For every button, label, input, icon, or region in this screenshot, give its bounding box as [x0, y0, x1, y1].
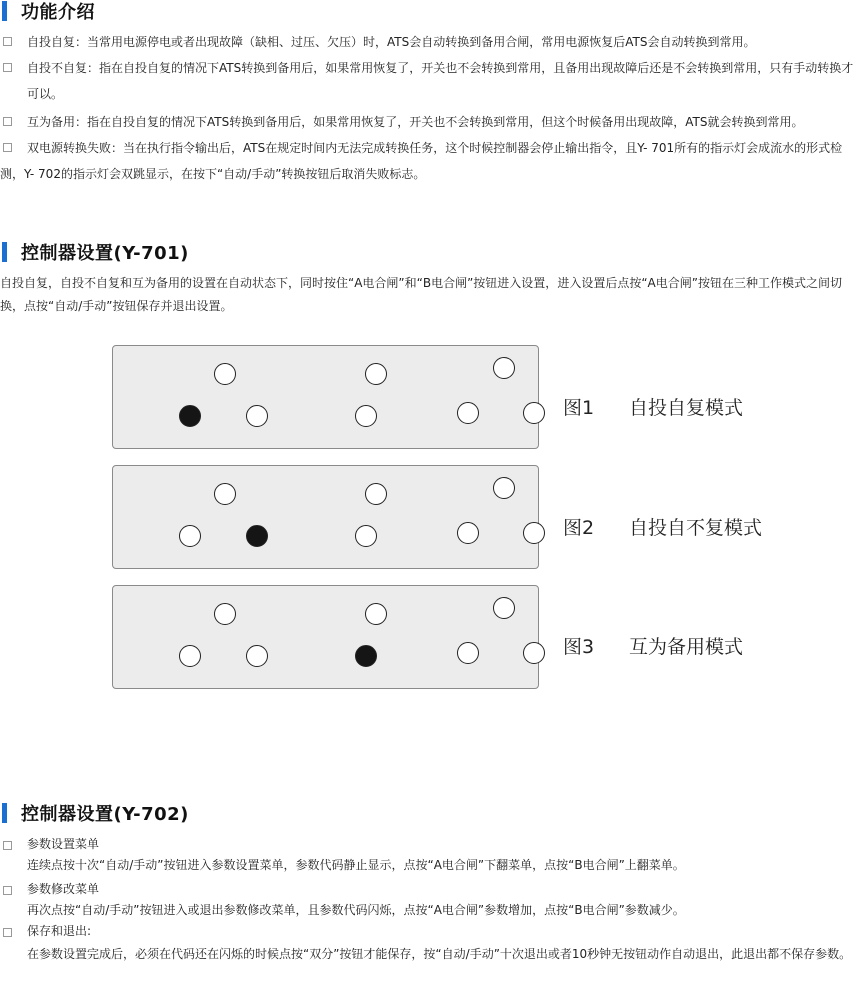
section-title-text: 控制器设置(Y-701) [21, 243, 189, 264]
indicator-led-top-4 [493, 357, 515, 379]
menu-item-description: 连续点按十次“自动/手动”按钮进入参数设置菜单，参数代码静止显示，点按“A电合闸”下翻菜单，点按“B电合闸”上翻菜单。 [27, 858, 685, 872]
led-panel-figure-3 [112, 585, 539, 689]
indicator-led-bottom-4 [457, 522, 479, 544]
bullet-square-icon [3, 886, 12, 895]
bullet-square-icon [3, 63, 12, 72]
bullet-square-icon [3, 143, 12, 152]
indicator-led-bottom-4 [457, 402, 479, 424]
indicator-led-bottom-2-lit [246, 525, 268, 547]
indicator-led-bottom-1 [179, 645, 201, 667]
indicator-led-top-3 [365, 483, 387, 505]
indicator-led-bottom-2 [246, 645, 268, 667]
feature-item-auto-no-restore [0, 55, 860, 107]
indicator-led-top-1 [214, 363, 236, 385]
menu-item-heading: 保存和退出: [27, 924, 92, 938]
section-title-y701 [0, 239, 189, 265]
figure-caption-2 [563, 513, 762, 540]
feature-item-auto-restore [0, 29, 860, 55]
bullet-square-icon [3, 117, 12, 126]
bullet-square-icon [3, 928, 12, 937]
feature-item-transfer-failure [0, 135, 860, 187]
figure-number: 图2 [563, 517, 595, 539]
section-title-features [0, 0, 95, 24]
section-accent-bar [2, 803, 7, 823]
indicator-led-top-3 [365, 603, 387, 625]
figure-number: 图3 [563, 636, 595, 658]
indicator-led-bottom-5 [523, 522, 545, 544]
menu-item-description: 再次点按“自动/手动”按钮进入或退出参数修改菜单，且参数代码闪烁，点按“A电合闸”参数增加，点按“B电合闸”参数减少。 [27, 903, 685, 917]
figure-mode-name: 自投自不复模式 [629, 517, 763, 539]
menu-item-param-settings [0, 835, 860, 874]
led-panel-figure-2 [112, 465, 539, 569]
indicator-led-top-1 [214, 483, 236, 505]
led-panel-figure-1 [112, 345, 539, 449]
indicator-led-top-1 [214, 603, 236, 625]
figure-mode-name: 互为备用模式 [629, 636, 744, 658]
feature-text: 互为备用：指在自投自复的情况下ATS转换到备用后，如果常用恢复了，开关也不会转换到常用，但这个时候备用出现故障，ATS就会转换到常用。 [27, 115, 804, 129]
indicator-led-bottom-1 [179, 525, 201, 547]
menu-item-heading: 参数修改菜单 [27, 882, 100, 896]
indicator-led-bottom-4 [457, 642, 479, 664]
feature-text: 双电源转换失败：当在执行指令输出后，ATS在规定时间内无法完成转换任务，这个时候控制器会停止输出指令，且Y- 701所有的指示灯会成流水的形式检测，Y- 702的指示灯会双跳显示，在按下“自动/手动”转换按钮后取消失败标志。 [0, 141, 843, 181]
feature-text: 自投自复：当常用电源停电或者出现故障（缺相、过压、欠压）时，ATS会自动转换到备用合闸，常用电源恢复后ATS会自动转换到常用。 [27, 35, 756, 49]
bullet-square-icon [3, 37, 12, 46]
indicator-led-bottom-3 [355, 405, 377, 427]
indicator-led-top-4 [493, 597, 515, 619]
menu-item-description: 在参数设置完成后，必须在代码还在闪烁的时候点按“双分”按钮才能保存，按“自动/手动”十次退出或者10秒钟无按钮动作自动退出，此退出都不保存参数。 [27, 947, 852, 961]
figure-caption-3 [563, 632, 743, 659]
bullet-square-icon [3, 841, 12, 850]
feature-text: 自投不自复：指在自投自复的情况下ATS转换到备用后，如果常用恢复了，开关也不会转换到常用，且备用出现故障后还是不会转换到常用，只有手动转换才可以。 [27, 61, 854, 101]
menu-item-heading: 参数设置菜单 [27, 837, 100, 851]
figure-mode-name: 自投自复模式 [629, 397, 744, 419]
section-title-y702 [0, 800, 189, 826]
section-accent-bar [2, 242, 7, 262]
indicator-led-bottom-3-lit [355, 645, 377, 667]
menu-item-param-modify [0, 880, 860, 919]
indicator-led-bottom-5 [523, 402, 545, 424]
indicator-led-bottom-2 [246, 405, 268, 427]
indicator-led-bottom-1-lit [179, 405, 201, 427]
section-accent-bar [2, 1, 7, 21]
y701-description: 自投自复，自投不自复和互为备用的设置在自动状态下，同时按住“A电合闸”和“B电合闸”按钮进入设置，进入设置后点按“A电合闸”按钮在三种工作模式之间切换，点按“自动/手动”按钮保存并退出设置。 [0, 276, 842, 313]
indicator-led-top-4 [493, 477, 515, 499]
feature-item-mutual-backup [0, 109, 860, 135]
section-title-text: 功能介绍 [21, 2, 95, 23]
figure-caption-1 [563, 393, 743, 420]
figure-number: 图1 [563, 397, 595, 419]
indicator-led-top-3 [365, 363, 387, 385]
indicator-led-bottom-3 [355, 525, 377, 547]
section-title-text: 控制器设置(Y-702) [21, 804, 189, 825]
menu-item-save-exit [0, 922, 860, 964]
indicator-led-bottom-5 [523, 642, 545, 664]
